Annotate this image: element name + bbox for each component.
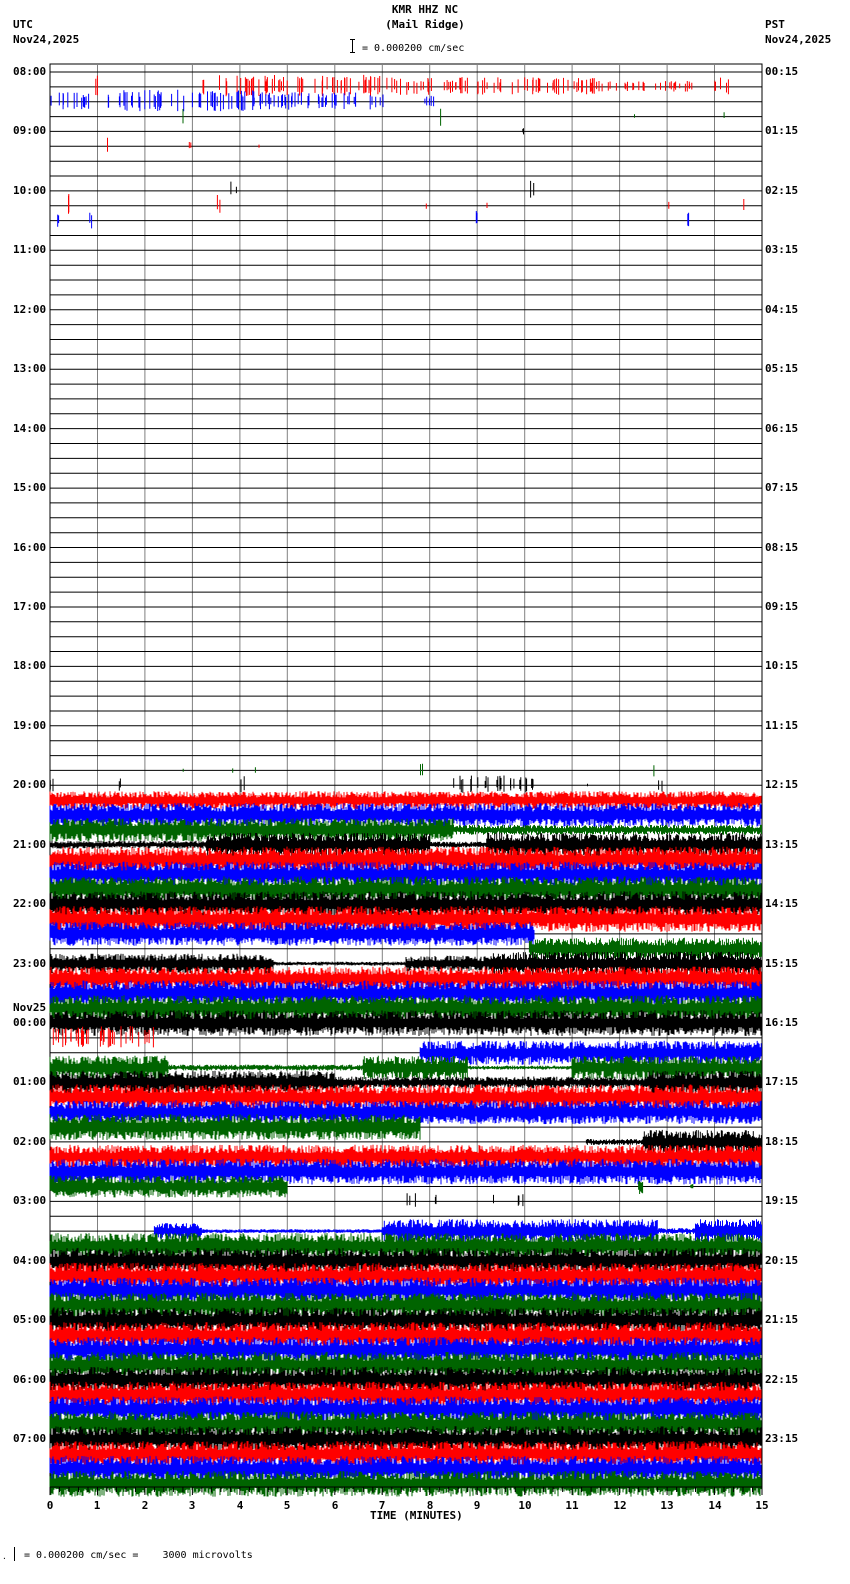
left-time-label: 22:00 <box>13 897 47 910</box>
left-time-label: 19:00 <box>13 719 47 732</box>
right-time-label: 16:15 <box>765 1016 799 1029</box>
left-time-label: 20:00 <box>13 778 47 791</box>
right-timezone: PST <box>765 18 785 31</box>
x-tick-label: 15 <box>755 1499 769 1512</box>
right-time-label: 23:15 <box>765 1432 799 1445</box>
x-tick-label: 4 <box>236 1499 244 1512</box>
left-time-label: 14:00 <box>13 422 47 435</box>
x-tick-label: 13 <box>660 1499 674 1512</box>
right-time-label: 14:15 <box>765 897 799 910</box>
left-time-label: 17:00 <box>13 600 47 613</box>
right-time-label: 15:15 <box>765 957 799 970</box>
right-time-label: 19:15 <box>765 1194 799 1207</box>
left-time-label: 23:00 <box>13 957 47 970</box>
right-time-label: 20:15 <box>765 1254 799 1267</box>
x-tick-label: 8 <box>426 1499 434 1512</box>
left-time-label: 11:00 <box>13 243 47 256</box>
right-time-label: 09:15 <box>765 600 799 613</box>
footer-scale-text: = 0.000200 cm/sec = 3000 microvolts <box>24 1550 253 1561</box>
right-time-label: 01:15 <box>765 124 799 137</box>
left-timezone: UTC <box>13 18 33 31</box>
right-time-label: 12:15 <box>765 778 799 791</box>
x-axis-title: TIME (MINUTES) <box>370 1509 463 1522</box>
left-time-label: 01:00 <box>13 1075 47 1088</box>
right-time-label: 05:15 <box>765 362 799 375</box>
station-location: (Mail Ridge) <box>385 18 465 31</box>
x-tick-label: 3 <box>188 1499 196 1512</box>
right-time-label: 03:15 <box>765 243 799 256</box>
right-time-label: 22:15 <box>765 1373 799 1386</box>
left-time-label: 09:00 <box>13 124 47 137</box>
right-time-label: 00:15 <box>765 65 799 78</box>
right-date: Nov24,2025 <box>765 33 832 46</box>
left-time-label: 16:00 <box>13 541 47 554</box>
x-tick-label: 12 <box>613 1499 627 1512</box>
left-time-label: 18:00 <box>13 659 47 672</box>
left-time-label: 12:00 <box>13 303 47 316</box>
left-time-label: 07:00 <box>13 1432 47 1445</box>
x-tick-label: 0 <box>46 1499 54 1512</box>
right-time-label: 04:15 <box>765 303 799 316</box>
left-date-label: Nov25 <box>13 1001 47 1014</box>
left-date: Nov24,2025 <box>13 33 80 46</box>
left-time-label: 00:00 <box>13 1016 47 1029</box>
right-time-label: 07:15 <box>765 481 799 494</box>
left-time-label: 04:00 <box>13 1254 47 1267</box>
x-tick-label: 2 <box>141 1499 149 1512</box>
x-tick-label: 11 <box>565 1499 579 1512</box>
x-tick-label: 1 <box>93 1499 101 1512</box>
right-time-label: 17:15 <box>765 1075 799 1088</box>
footer-scale-bar-icon <box>14 1547 15 1561</box>
x-tick-label: 10 <box>518 1499 532 1512</box>
left-time-label: 15:00 <box>13 481 47 494</box>
x-tick-label: 7 <box>378 1499 386 1512</box>
scale-text: = 0.000200 cm/sec <box>362 43 465 54</box>
x-tick-label: 5 <box>283 1499 291 1512</box>
left-time-label: 13:00 <box>13 362 47 375</box>
x-tick-label: 14 <box>708 1499 722 1512</box>
footer-mark: . <box>2 1552 7 1561</box>
left-time-label: 02:00 <box>13 1135 47 1148</box>
right-time-label: 10:15 <box>765 659 799 672</box>
left-time-label: 03:00 <box>13 1194 47 1207</box>
x-tick-label: 9 <box>473 1499 481 1512</box>
left-time-label: 21:00 <box>13 838 47 851</box>
right-time-label: 08:15 <box>765 541 799 554</box>
right-time-label: 21:15 <box>765 1313 799 1326</box>
left-time-label: 05:00 <box>13 1313 47 1326</box>
right-time-label: 06:15 <box>765 422 799 435</box>
right-time-label: 11:15 <box>765 719 799 732</box>
x-tick-label: 6 <box>331 1499 339 1512</box>
left-time-label: 10:00 <box>13 184 47 197</box>
right-time-label: 18:15 <box>765 1135 799 1148</box>
left-time-label: 08:00 <box>13 65 47 78</box>
left-time-label: 06:00 <box>13 1373 47 1386</box>
station-title: KMR HHZ NC <box>391 3 459 16</box>
right-time-label: 02:15 <box>765 184 799 197</box>
right-time-label: 13:15 <box>765 838 799 851</box>
